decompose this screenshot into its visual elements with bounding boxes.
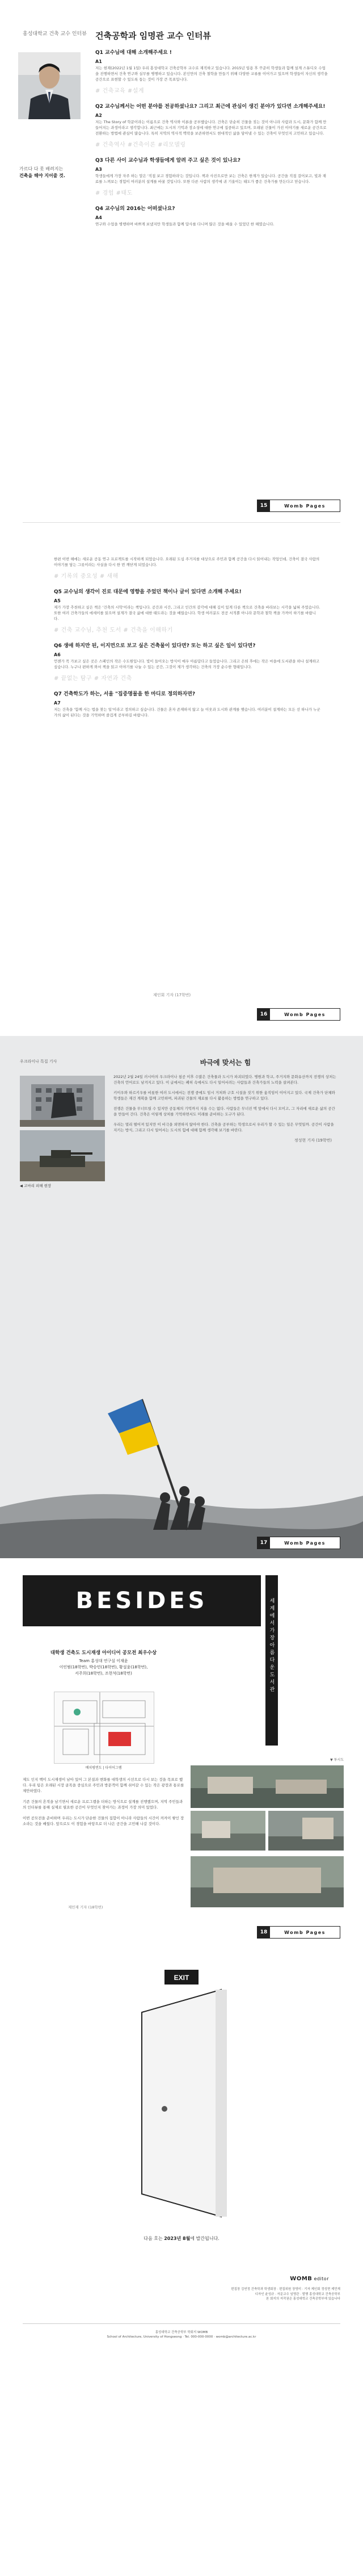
- page-number-tab: [257, 1008, 340, 1021]
- plaza-render-icon: [191, 1811, 265, 1851]
- hashtag: # 건축역사 #건축이론 #리모델링: [95, 142, 186, 148]
- exit-door-icon: [0, 1967, 363, 2228]
- article-paragraph: 우리는 멀리 떨어져 있지만 이 비극을 외면하지 않아야 한다. 건축을 공부하는 학생으로서 우리가 할 수 있는 일은 무엇일까. 공간이 사람을 지키는 방식, 그리고 다시 일어서는 도시의 힘에 대해 함께 생각해 보기를 바란다.: [113, 1122, 334, 1132]
- qa-block: [95, 48, 328, 94]
- feature-article: [113, 1058, 337, 1143]
- pull-quote-bold: 건축을 해야 지어줄 것.: [19, 173, 65, 178]
- article-paragraph: 이번 공모전을 준비하며 우리는 도시가 단순한 건물의 집합이 아니라 사람들의 시간이 켜켜이 쌓인 장소라는 것을 배웠다. 앞으로도 이 경험을 바탕으로 더 나은 공간을 고민해 나갈 것이다.: [23, 1816, 184, 1826]
- courtyard-render-icon: [191, 1856, 344, 1907]
- qa-block: [95, 204, 328, 227]
- footer-divider: [23, 2323, 340, 2324]
- answer-text: 저는 The Story of 학문이라는 이름으로 건축 역사와 이론을 공부했습니다. 건축은 단순히 건물을 짓는 것이 아니라 사람과 도시, 문화가 함께 만들어지는 과정이라고 생각합니다. 최근에는 도시의 기억과 장소성에 대한 연구에 집중하고 있으며, 오래된 건물이 가진 이야기를 새로운 공간으로 전환하는 방법에 관심이 많습니다. 특히 지역의 역사적 맥락을 보존하면서도 현대적인 삶을 담아낼 수 있는 건축이 무엇인지 고민하고 있습니다.: [95, 120, 327, 136]
- hashtag: # 끝없는 탐구 # 자연과 건축: [54, 676, 132, 682]
- qa-block: [95, 156, 328, 196]
- question: Q1 교수님에 대해 소개해주세요 !: [95, 50, 172, 56]
- reporter-byline: 제인회 기자 (17학번): [153, 993, 191, 997]
- article-paragraph: 전쟁은 건물을 무너뜨릴 수 있지만 공동체의 기억까지 지울 수는 없다. 사람들은 무너진 벽 앞에서 다시 모이고, 그 자리에 새로운 삶의 공간을 만들어 간다. 건축은 이렇게 상처를 기억하면서도 미래를 준비하는 도구가 된다.: [113, 1106, 335, 1117]
- magazine-name: Womb Pages: [270, 500, 340, 511]
- ruined-building-icon: [20, 1076, 105, 1127]
- answer-label: A6: [54, 652, 61, 657]
- hashtag: # 기록의 중요성 # 새해: [54, 573, 119, 580]
- qa-block: [54, 641, 320, 682]
- team-members: 서주희(18학번), 조현석(18학번): [75, 1671, 132, 1676]
- answer-label: A2: [95, 113, 102, 118]
- question: Q6 생애 하지만 된, 이지먼으로 보고 싶은 건축물이 있다면? 또는 하고 싶은 일이 있다면?: [54, 643, 256, 649]
- answer-text: 저는 건축을 '함께 사는 법을 찾는 일'이라고 정의하고 싶습니다. 건물은 혼자 존재하지 않고 늘 이웃과 도시와 관계를 맺습니다. 여러분이 설계하는 모든 선 하나가 누군가의 삶이 된다는 것을 기억하며 즐겁게 공부하길 바랍니다.: [54, 707, 320, 718]
- destroyed-tank-photo: [20, 1130, 105, 1181]
- perspective-render: [268, 1811, 344, 1851]
- article-paragraph: 키이우와 하르키우를 비롯한 여러 도시에서는 전쟁 중에도 임시 거처와 구호 시설을 짓기 위한 움직임이 이어지고 있다. 국제 건축가 단체와 학생들은 재건 계획을 함께 고민하며, 파괴된 건물의 재료를 다시 활용하는 방법을 연구하고 있다.: [113, 1090, 335, 1101]
- page-number: 15: [258, 500, 270, 511]
- answer-text: 연구와 수업을 병행하며 바쁘게 보냈지만 학생들과 함께 답사를 다니며 많은 것을 배울 수 있었던 한 해였습니다.: [95, 222, 275, 226]
- magazine-name: Womb Pages: [270, 1927, 340, 1938]
- perspective-render: [191, 1811, 265, 1851]
- answer-label: A3: [95, 167, 102, 172]
- site-plan-drawing: [54, 1692, 154, 1764]
- question: Q7 건축학도가 하는, 서울 "집중명물을 한 마디로 정의하자면?: [54, 691, 196, 697]
- answer-label: A4: [95, 215, 102, 220]
- article-title: 바극에 맞서는 힘: [200, 1059, 251, 1067]
- ukraine-flag-icon: [0, 1360, 363, 1558]
- interview-body-continued: [54, 556, 320, 720]
- pull-quote: 가르다 다 못 배려지는 건축을 해야 지어줄 것.: [19, 166, 65, 178]
- section-label: 우크라이나 특집 기사: [20, 1059, 57, 1064]
- exit-sign-text: EXIT: [174, 1974, 189, 1982]
- womb-logo: WOMB editor: [290, 2276, 329, 2282]
- besides-page-18: [0, 1558, 363, 2268]
- next-issue-date: 2023년 8월: [164, 2236, 191, 2241]
- page-number-tab: [257, 1537, 340, 1549]
- page-number-tab: [257, 500, 340, 512]
- answer-text: 제가 가장 추천하고 싶은 책은 '건축의 시학'이라는 책입니다. 공간과 시간, 그리고 인간의 감각에 대해 깊이 있게 다룬 책으로 건축을 바라보는 시각을 넓혀 주었습니다. 또한 여러 건축가들의 에세이를 읽으며 설계가 결국 삶에 대한 태도라는 것을 배웠습니다. 학생 여러분도 전공 서적뿐 아니라 문학과 철학 책을 가까이 하기를 바랍니다.: [54, 605, 320, 621]
- perspective-render: [191, 1765, 344, 1808]
- street-render-icon: [268, 1811, 344, 1851]
- perspective-images: [191, 1575, 344, 1910]
- professor-portrait-icon: [18, 52, 81, 119]
- rooftop-render-icon: [191, 1765, 344, 1808]
- flag-raising-illustration: [0, 1360, 363, 1558]
- question: Q5 교수님의 생각이 진로 대문에 영향을 주었던 책이나 글이 있다면 소개해 주세요!: [54, 589, 242, 595]
- magazine-name: Womb Pages: [270, 1009, 340, 1020]
- answer-text: 저는 현재(2022년 1월 1일) 우리 홍성대학교 건축공학부 교수로 재직하고 있습니다. 2015년 임용 후 꾸준히 학생들과 함께 설계 스튜디오 수업을 진행하면서 건축 연구와 실무를 병행하고 있습니다. 본인만의 건축 철학을 만들기 위해 다양한 교류를 이어가고 있으며 학생들이 자신의 생각을 공간으로 표현할 수 있도록 돕는 것이 가장 큰 목표입니다.: [95, 66, 328, 82]
- interview-page-15: [0, 0, 363, 534]
- editorial-credits: 편집장 김연정 건축학과 학생회장 · 편집위원 장영미 · 기자 제인회 정성현 제민재 디자인 윤성규 · 자문교수 임명관 · 발행 홍성대학교 건축공학부 본 회지의 저작권은 홍성대학교 건축공학부에 있습니다: [231, 2288, 340, 2301]
- reporter-byline: 제민재 기자 (18학번): [68, 1905, 103, 1910]
- answer-text: 언젠가 꼭 가보고 싶은 곳은 스페인의 작은 수도원입니다. 빛이 들어오는 방식이 매우 아름답다고 들었습니다. 그리고 은퇴 후에는 작은 마을에 도서관을 하나 설계하고 싶습니다. 누구나 편하게 와서 책을 읽고 이야기를 나눌 수 있는 공간, 그것이 제가 생각하는 건축의 가장 순수한 형태입니다.: [54, 659, 320, 669]
- article-paragraph: 기존 건물의 흔적을 남기면서 새로운 프로그램을 더하는 방식으로 설계를 진행했으며, 지역 주민들과의 인터뷰를 통해 실제로 필요한 공간이 무엇인지 찾아가는 과정이 가장 의미 있었다.: [23, 1799, 183, 1810]
- plan-caption: 배치평면도 | 다이어그램: [85, 1766, 122, 1770]
- article-paragraph: 제도 인지 백미 도시재생이 남아 있어 그 본질과 변화를 대학생의 시선으로 다시 보는 것을 목표로 했다. 우리 팀은 오래된 시장 골목을 중심으로 주민과 방문객이 함께 쉬어갈 수 있는 작은 광장과 통로를 제안하였다.: [23, 1777, 184, 1793]
- page-number-tab: [257, 1926, 340, 1939]
- qa-block: [54, 690, 320, 718]
- answer-label: A7: [54, 700, 61, 706]
- award-article: [23, 1777, 184, 1832]
- reporter-byline: 정성현 기자 (19학번): [294, 1138, 332, 1143]
- next-issue-notice: 다음 호는 2023년 8월에 발간됩니다.: [143, 2236, 220, 2241]
- magazine-name: Womb Pages: [270, 1537, 340, 1549]
- hashtag: # 경험 #태도: [95, 190, 133, 196]
- article-paragraph: 2022년 2월 24일 러시아의 우크라이나 침공 이후 수많은 건축물과 도시가 파괴되었다. 병원과 학교, 주거지와 문화유산까지 전쟁의 상처는 건축의 언어로도 남겨지고 있다. 이 글에서는 폐허 속에서도 다시 일어서려는 사람들과 건축가들의 노력을 살펴본다.: [113, 1075, 336, 1085]
- answer-text: 한편 이번 해에는 새로운 공동 연구 프로젝트를 시작하게 되었습니다. 오래된 도심 주거지를 대상으로 주민과 함께 공간을 다시 읽어내는 작업인데, 건축이 결국 사람의 이야기를 담는 그릇이라는 사실을 다시 한 번 깨닫게 되었습니다.: [54, 557, 320, 567]
- hashtag: # 건축 교수님, 추천 도서 # 건축을 이해하기: [54, 627, 173, 633]
- image-label: ▼ 투시도: [330, 1758, 344, 1762]
- banner-title: BESIDES: [75, 1588, 208, 1614]
- photo-caption: ◀ 고마리 피해 현장: [20, 1184, 52, 1188]
- exit-door-illustration: [0, 1967, 363, 2228]
- question: Q2 교수님께서는 어떤 분야를 전공하셨나요? 그리고 최근에 관심이 생긴 분야가 있다면 소개해주세요!: [95, 104, 326, 110]
- render-row: [191, 1811, 344, 1853]
- qa-block: [95, 102, 328, 148]
- qa-block: [54, 588, 320, 633]
- award-title: 대학생 건축도 도시재생 아이디어 공모전 최우수상: [50, 1650, 157, 1656]
- award-team: [23, 1649, 184, 1677]
- answer-label: A1: [95, 59, 102, 64]
- page-divider: [23, 522, 340, 523]
- hashtag: # 건축교육 #설계: [95, 88, 145, 94]
- destroyed-tank-icon: [20, 1130, 105, 1181]
- perspective-render: [191, 1856, 344, 1907]
- question: Q4 교수님의 2016는 어떠셨나요?: [95, 206, 175, 212]
- page-number: 18: [258, 1927, 270, 1938]
- page-number: 17: [258, 1537, 270, 1549]
- interview-title: 건축공학과 임명관 교수 인터뷰: [95, 31, 212, 41]
- professor-photo: [18, 52, 81, 119]
- site-plan-icon: [54, 1692, 154, 1763]
- interview-page-16: [0, 534, 363, 1036]
- interview-body: [95, 30, 328, 229]
- feature-page-17: [0, 1036, 363, 1558]
- vertical-caption: 세계에서 가장 아름다운 도서관: [269, 1599, 275, 1693]
- bombed-building-photo: [20, 1076, 105, 1127]
- section-label: 홍성대학교 건축 교수 인터뷰: [23, 31, 87, 37]
- answer-label: A5: [54, 598, 61, 603]
- publisher-footer: 홍성대학교 건축공학부 학회지 WOMB School of Architecture, University of Hongseong · Tel. 000-000-0000 · womb@architecture.ac.kr: [107, 2331, 256, 2339]
- team-members: 이인범(18학번), 박승민(18학번), 황설윤(18학번),: [59, 1665, 148, 1669]
- page-number: 16: [258, 1009, 270, 1020]
- colophon: [0, 2268, 363, 2576]
- war-photos: [20, 1076, 105, 1193]
- answer-text: 학생들에게 가장 자주 하는 말은 '직접 보고 경험하라'는 것입니다. 책과 사진으로만 보는 건축은 한계가 있습니다. 공간을 직접 걸어보고, 빛과 재료를 느껴보는 경험이 여러분의 설계를 바꿀 것입니다. 또한 다른 사람의 생각에 귀 기울이는 태도가 좋은 건축가를 만든다고 믿습니다.: [95, 174, 326, 184]
- team-name: Team 홍성대 연구실 이재윤: [79, 1659, 128, 1663]
- question: Q3 다른 사이 교수님과 학생들에게 알려 주고 싶은 것이 있나요?: [95, 158, 240, 163]
